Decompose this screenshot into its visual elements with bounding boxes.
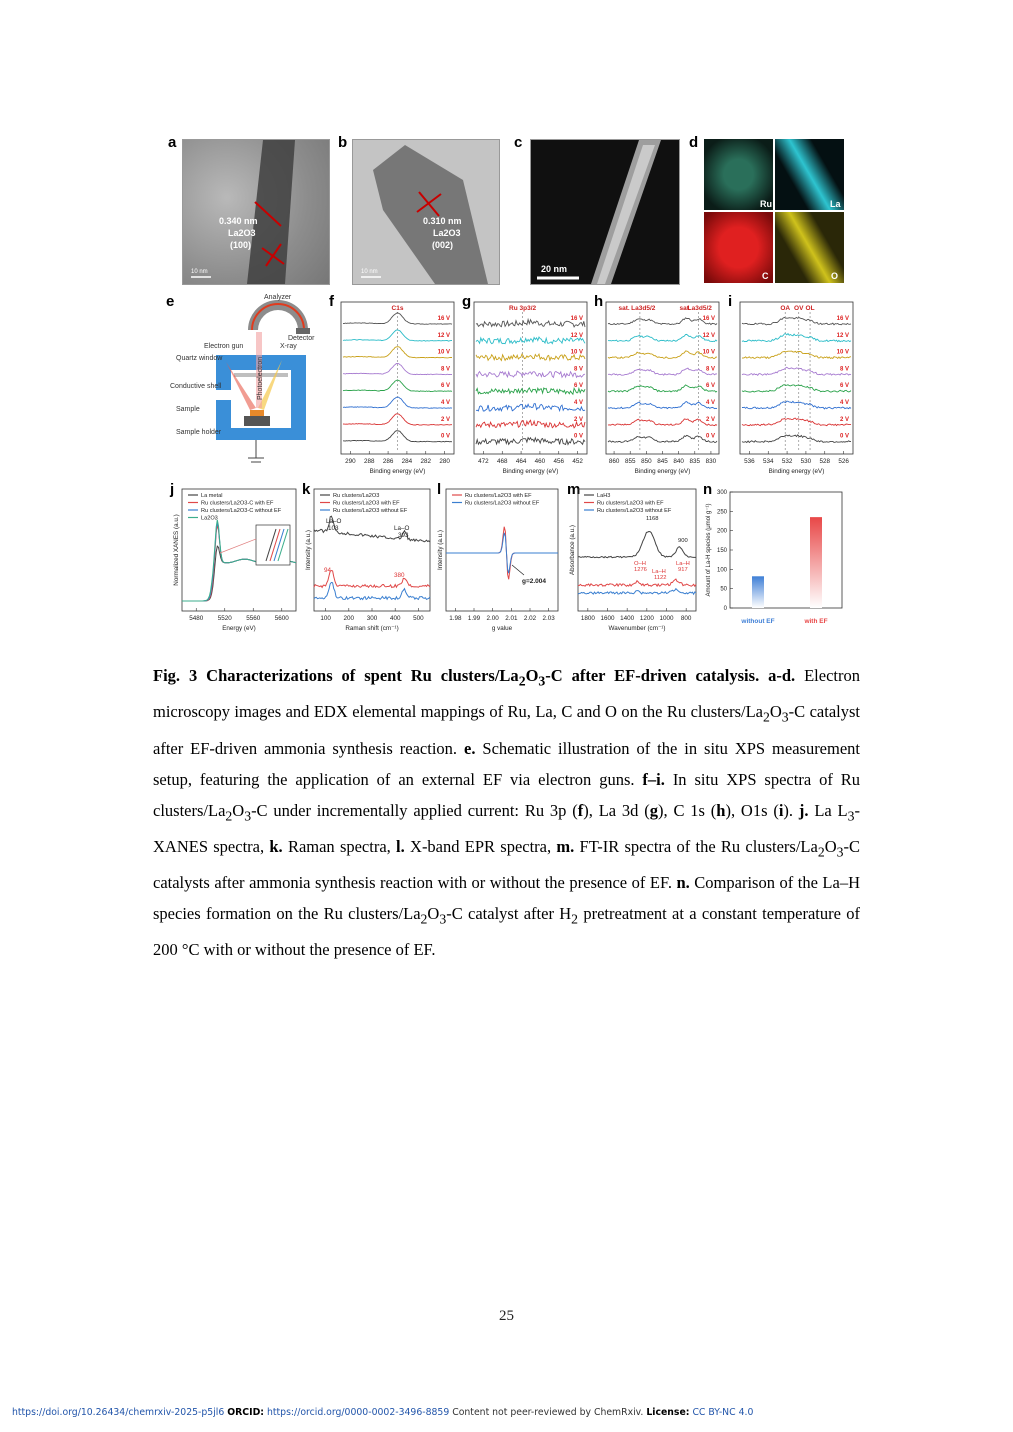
label-quartz-window: Quartz window xyxy=(176,355,223,362)
xps-g-voltage-label: 0 V xyxy=(573,433,583,440)
xps-h-frame xyxy=(606,302,719,454)
xps-f-series-6 xyxy=(343,414,452,425)
epr-xtick-label: 2.02 xyxy=(523,615,537,622)
label-detector: Detector xyxy=(288,335,315,342)
ftir-xtick-label: 1800 xyxy=(580,615,595,622)
bar-category-label: with EF xyxy=(804,618,828,625)
xps-g-annotation: Ru 3p3/2 xyxy=(509,305,537,312)
ftir-annotation: La–H xyxy=(676,561,690,567)
xps-i-series-6 xyxy=(742,418,851,426)
xps-g-voltage-label: 10 V xyxy=(570,349,583,356)
xanes-xtick-label: 5480 xyxy=(189,615,204,622)
plane-a: (100) xyxy=(230,240,252,250)
xps-h-series-6 xyxy=(608,416,717,426)
panel-label-l: l xyxy=(437,481,442,498)
panel-label-h: h xyxy=(594,293,604,310)
raman-legend-label: Ru clusters/La2O3 with EF xyxy=(333,500,400,507)
ftir-ylabel: Absorbance (a.u.) xyxy=(569,524,576,576)
panel-label-e: e xyxy=(166,293,175,310)
raman-series-2 xyxy=(314,582,430,599)
xanes-xtick-label: 5560 xyxy=(246,615,261,622)
ftir-annotation: 1276 xyxy=(634,567,647,573)
xanes-xlabel: Energy (eV) xyxy=(222,625,256,632)
xps-g-xtick-label: 452 xyxy=(572,458,583,465)
raman-legend-label: Ru clusters/La2O3 xyxy=(333,493,380,499)
ftir-xtick-label: 1000 xyxy=(659,615,674,622)
xps-h-annotation: sat. xyxy=(679,305,691,312)
xps-i-annotation: OV xyxy=(794,305,804,312)
xps-g-voltage-label: 8 V xyxy=(573,366,583,373)
bar-without-ef xyxy=(752,576,764,608)
compound-a: La2O3 xyxy=(228,228,256,238)
xps-h-series-1 xyxy=(608,334,717,341)
xps-h-xtick-label: 840 xyxy=(673,458,684,465)
d-spacing-b: 0.310 nm xyxy=(423,216,462,226)
bar-frame xyxy=(730,492,842,608)
bar-with-ef xyxy=(810,517,822,608)
raman-xtick-label: 400 xyxy=(389,615,401,622)
xps-h-xtick-label: 855 xyxy=(624,458,636,465)
xps-h-series-2 xyxy=(608,351,717,358)
label-electron-gun: Electron gun xyxy=(204,343,244,350)
bar-ytick-label: 0 xyxy=(723,606,727,612)
xps-h-series-4 xyxy=(608,385,717,392)
epr-ylabel: Intensity (a.u.) xyxy=(437,530,444,570)
page-footer xyxy=(12,1407,753,1418)
haadf-image-c xyxy=(530,139,680,285)
epr-plot xyxy=(432,486,566,638)
xps-g-voltage-label: 2 V xyxy=(573,416,583,423)
xps-f-voltage-label: 12 V xyxy=(437,332,450,339)
xps-f-annotation: C1s xyxy=(391,305,404,312)
xps-i-annotation: OL xyxy=(805,305,815,312)
xps-i-xtick-label: 534 xyxy=(762,458,774,465)
xps-i-voltage-label: 12 V xyxy=(836,332,849,339)
xps-f-series-0 xyxy=(343,313,452,325)
xps-g-xtick-label: 468 xyxy=(496,458,508,465)
xanes-xtick-label: 5520 xyxy=(217,615,232,622)
xanes-legend-label: La metal xyxy=(201,493,223,499)
ftir-annotation: 900 xyxy=(678,538,688,544)
bar-ytick-label: 150 xyxy=(716,548,727,554)
xps-g-series-3 xyxy=(476,371,585,377)
xps-i-xtick-label: 530 xyxy=(800,458,812,465)
bar-ytick-label: 300 xyxy=(716,490,727,496)
ftir-series-1 xyxy=(578,579,696,586)
tem-image-b xyxy=(352,139,500,285)
xps-f-series-1 xyxy=(343,330,452,341)
ftir-annotation: 917 xyxy=(678,567,688,573)
xps-f-xtick-label: 284 xyxy=(401,458,413,465)
xps-f-voltage-label: 2 V xyxy=(440,416,450,423)
xanes-legend-label: La2O3 xyxy=(201,515,218,522)
ftir-xtick-label: 1400 xyxy=(620,615,635,622)
panel-label-a: a xyxy=(168,134,177,151)
xps-h-voltage-label: 16 V xyxy=(702,316,715,322)
xps-h-series-5 xyxy=(608,402,717,409)
xps-g-xtick-label: 460 xyxy=(534,458,546,465)
xps-i-voltage-label: 8 V xyxy=(839,366,849,373)
raman-xtick-label: 100 xyxy=(320,615,331,622)
xps-h-xtick-label: 835 xyxy=(689,458,701,465)
xps-h-annotation: sat. xyxy=(618,305,630,312)
epr-xtick-label: 2.00 xyxy=(486,615,499,622)
epr-xtick-label: 2.01 xyxy=(505,615,518,622)
scalebar-a: 10 nm xyxy=(191,269,208,275)
xps-g-voltage-label: 16 V xyxy=(570,316,583,322)
plane-b: (002) xyxy=(432,240,454,250)
ftir-xlabel: Wavenumber (cm⁻¹) xyxy=(608,625,666,632)
epr-xtick-label: 2.03 xyxy=(542,615,555,622)
panel-label-f: f xyxy=(329,293,334,310)
panel-label-i: i xyxy=(728,293,733,310)
xps-i-xtick-label: 532 xyxy=(781,458,793,465)
xps-f-xtick-label: 286 xyxy=(382,458,394,465)
raman-ylabel: Intensity (a.u.) xyxy=(305,530,312,570)
xps-i-xtick-label: 526 xyxy=(838,458,849,465)
raman-annotation: 393 xyxy=(398,532,409,539)
epr-frame xyxy=(446,489,558,611)
xps-plot-la3d xyxy=(598,298,725,476)
edx-label-o: O xyxy=(831,271,839,281)
panel-label-n: n xyxy=(703,481,713,498)
xps-h-series-0 xyxy=(608,318,717,325)
xps-i-voltage-label: 4 V xyxy=(839,400,849,406)
xps-g-series-0 xyxy=(476,320,585,328)
ftir-annotation: 1168 xyxy=(646,516,659,522)
ftir-legend-label: Ru clusters/La2O3 without EF xyxy=(597,508,672,514)
epr-xlabel: g value xyxy=(491,625,513,632)
raman-xtick-label: 500 xyxy=(413,615,424,622)
ftir-annotation: La–H xyxy=(652,569,666,575)
xps-g-xtick-label: 472 xyxy=(478,458,489,465)
xps-schematic-e xyxy=(166,290,324,468)
ftir-series-2 xyxy=(578,589,696,595)
edx-label-c: C xyxy=(762,271,769,281)
ftir-legend-label: LaH3 xyxy=(597,493,611,499)
xps-i-series-7 xyxy=(742,435,851,443)
xps-f-xtick-label: 288 xyxy=(363,458,375,465)
xps-g-xtick-label: 464 xyxy=(515,458,527,465)
scalebar-b: 10 nm xyxy=(361,269,378,275)
label-photoelectron: Photoelectron xyxy=(257,356,264,400)
xps-h-voltage-label: 2 V xyxy=(705,416,715,423)
xps-i-voltage-label: 6 V xyxy=(839,383,849,390)
xps-g-xlabel: Binding energy (eV) xyxy=(502,468,559,475)
bar-ytick-label: 200 xyxy=(716,528,727,535)
xps-h-voltage-label: 4 V xyxy=(705,400,715,406)
label-conductive-shell: Conductive shell xyxy=(170,383,222,390)
xps-i-annotation: OA xyxy=(780,305,791,312)
xps-h-voltage-label: 10 V xyxy=(702,349,715,356)
xanes-xtick-label: 5600 xyxy=(274,615,289,622)
panel-label-j: j xyxy=(170,481,175,498)
raman-xtick-label: 200 xyxy=(343,615,355,622)
xps-h-xtick-label: 860 xyxy=(608,458,620,465)
xps-g-series-6 xyxy=(476,420,585,428)
epr-legend-label: Ru clusters/La2O3 without EF xyxy=(465,500,540,507)
ftir-legend-label: Ru clusters/La2O3 with EF xyxy=(597,500,664,507)
figure-caption: Fig. 3 Characterizations of spent Ru clusters/$La_2O_3-C$ after EF-driven catalysis. a-d. Electron microscopy images and EDX elemental mappings of Ru, La, C and O on the Ru clusters/$La_2O_3-C$ catalyst after EF-driven ammonia synthesis reaction. e. Schematic illustration of the in situ XPS measurement setup, featuring the application of an external EF via electron guns. f–i. In situ XPS spectra of Ru clusters/$La_2O_3-C$ under incrementally applied current: Ru 3p (f), La 3d (g), C 1s (h), O1s (i). j. La $L_3$-XANES spectra, k. Raman spectra, l. X-band EPR spectra, m. FT-IR spectra of the Ru clusters/$La_2O_3-C$ catalysts after ammonia synthesis reaction with or without the presence of EF. n. Comparison of the La–H species formation on the Ru clusters/$La_2O_3-C$ catalyst after $H_2$ pretreatment at a constant temperature of 200 °C with or without the presence of EF. xyxy=(153,666,861,960)
xps-g-xtick-label: 456 xyxy=(553,458,565,465)
ftir-xtick-label: 1600 xyxy=(600,615,615,622)
xps-h-series-7 xyxy=(608,435,717,442)
xanes-legend-label: Ru clusters/La2O3-C with EF xyxy=(201,500,274,507)
xps-g-series-5 xyxy=(476,404,585,411)
ftir-annotation: 1122 xyxy=(654,575,667,581)
label-xray: X-ray xyxy=(280,343,297,350)
raman-annotation: 94 xyxy=(324,567,332,574)
license-label: License: xyxy=(646,1407,690,1418)
xanes-legend-label: Ru clusters/La2O3-C without EF xyxy=(201,508,282,514)
epr-xtick-label: 1.99 xyxy=(467,615,481,622)
bar-ytick-label: 50 xyxy=(720,586,727,593)
xps-plot-c1s xyxy=(333,298,460,476)
xps-i-voltage-label: 2 V xyxy=(839,416,849,423)
xps-h-voltage-label: 12 V xyxy=(702,332,715,339)
xps-g-series-1 xyxy=(476,337,585,344)
raman-series-1 xyxy=(314,571,430,588)
xps-f-voltage-label: 6 V xyxy=(440,383,450,390)
ftir-annotation: O–H xyxy=(634,561,646,567)
xps-i-series-3 xyxy=(742,367,851,375)
xps-i-frame xyxy=(740,302,853,454)
xps-f-voltage-label: 16 V xyxy=(437,316,450,322)
xps-f-xtick-label: 282 xyxy=(420,458,432,465)
d-spacing-a: 0.340 nm xyxy=(219,216,258,226)
xps-g-voltage-label: 6 V xyxy=(573,383,583,390)
xps-i-xtick-label: 528 xyxy=(819,458,831,465)
panel-label-c: c xyxy=(514,134,523,151)
bar-category-label: without EF xyxy=(741,618,775,625)
xps-i-series-5 xyxy=(742,401,851,409)
raman-annotation: La–O xyxy=(326,518,342,525)
edx-maps-d xyxy=(704,139,844,283)
xps-g-voltage-label: 12 V xyxy=(570,332,583,339)
ftir-series-0 xyxy=(578,532,696,558)
raman-annotation: 380 xyxy=(394,572,405,579)
xps-h-xlabel: Binding energy (eV) xyxy=(634,468,691,475)
xps-f-series-5 xyxy=(343,397,452,408)
xanes-ylabel: Normalized XANES (a.u.) xyxy=(173,514,180,586)
epr-series-1 xyxy=(446,533,558,573)
panel-label-m: m xyxy=(567,481,581,498)
xps-h-xtick-label: 850 xyxy=(641,458,652,465)
xps-i-series-1 xyxy=(742,334,851,342)
xps-h-voltage-label: 6 V xyxy=(705,383,715,390)
panel-label-d: d xyxy=(689,134,699,151)
xps-f-voltage-label: 4 V xyxy=(440,400,450,406)
page-number: 25 xyxy=(499,1308,514,1324)
raman-xtick-label: 300 xyxy=(366,615,378,622)
raman-xlabel: Raman shift (cm⁻¹) xyxy=(345,625,399,632)
epr-legend-label: Ru clusters/La2O3 with EF xyxy=(465,493,532,499)
compound-b: La2O3 xyxy=(433,228,461,238)
xps-g-series-4 xyxy=(476,388,585,394)
xps-f-xtick-label: 280 xyxy=(439,458,450,465)
raman-annotation: La–O xyxy=(394,525,410,532)
edx-label-la: La xyxy=(830,199,841,209)
raman-annotation: 103 xyxy=(328,525,339,532)
bar-ylabel: Amount of La-H species (μmol g⁻¹) xyxy=(706,503,712,597)
la-h-bar-chart xyxy=(700,486,848,638)
xps-h-annotation: La3d5/2 xyxy=(687,305,712,312)
label-sample: Sample xyxy=(176,406,200,413)
xps-i-xtick-label: 536 xyxy=(744,458,755,465)
xps-h-voltage-label: 8 V xyxy=(705,366,715,373)
raman-plot xyxy=(300,486,436,638)
label-analyzer: Analyzer xyxy=(264,294,292,301)
xps-h-annotation: La3d5/2 xyxy=(631,305,656,312)
xps-h-voltage-label: 0 V xyxy=(705,433,715,440)
peer-review-note: Content not peer-reviewed by ChemRxiv. xyxy=(452,1407,644,1418)
xps-f-xtick-label: 290 xyxy=(345,458,356,465)
scalebar-c: 20 nm xyxy=(541,264,568,274)
panel-label-k: k xyxy=(302,481,311,498)
xps-plot-ru3p xyxy=(466,298,593,476)
raman-legend-label: Ru clusters/La2O3 without EF xyxy=(333,508,408,514)
edx-label-ru: Ru xyxy=(760,199,772,209)
xanes-inset-pointer xyxy=(220,539,256,553)
epr-pointer xyxy=(512,565,524,575)
epr-annotation: g=2.004 xyxy=(522,578,547,585)
ftir-xtick-label: 800 xyxy=(680,615,692,622)
xanes-plot xyxy=(168,486,303,638)
bar-ytick-label: 250 xyxy=(716,509,727,516)
xps-i-xlabel: Binding energy (eV) xyxy=(768,468,825,475)
xanes-inset-frame xyxy=(256,525,290,565)
doi-link[interactable]: https://doi.org/10.26434/chemrxiv-2025-p5jl6 xyxy=(12,1407,225,1418)
panel-label-b: b xyxy=(338,134,348,151)
xps-f-voltage-label: 8 V xyxy=(440,366,450,373)
bar-ytick-label: 100 xyxy=(716,567,727,574)
xps-h-xtick-label: 830 xyxy=(705,458,717,465)
xps-g-series-2 xyxy=(476,354,585,360)
xps-i-voltage-label: 16 V xyxy=(836,316,849,322)
panel-label-g: g xyxy=(462,293,472,310)
xps-i-series-0 xyxy=(742,317,851,325)
xps-plot-o1s xyxy=(732,298,859,476)
xps-f-voltage-label: 0 V xyxy=(440,433,450,440)
orcid-link[interactable]: https://orcid.org/0000-0002-3496-8859 xyxy=(267,1407,450,1418)
xps-h-series-3 xyxy=(608,368,717,375)
ftir-xtick-label: 1200 xyxy=(639,615,654,622)
xps-f-voltage-label: 10 V xyxy=(437,349,450,356)
license-link[interactable]: CC BY-NC 4.0 xyxy=(692,1407,754,1418)
xps-g-voltage-label: 4 V xyxy=(573,400,583,406)
xps-i-series-2 xyxy=(742,351,851,358)
tem-image-a xyxy=(182,139,330,285)
xps-i-voltage-label: 0 V xyxy=(839,433,849,440)
ftir-plot xyxy=(564,486,702,638)
epr-xtick-label: 1.98 xyxy=(449,615,462,622)
xps-i-series-4 xyxy=(742,385,851,392)
xps-h-xtick-label: 845 xyxy=(657,458,668,465)
orcid-label: ORCID: xyxy=(227,1407,265,1418)
label-sample-holder: Sample holder xyxy=(176,429,222,436)
xps-g-series-7 xyxy=(476,438,585,445)
xps-i-voltage-label: 10 V xyxy=(836,349,849,356)
xps-f-xlabel: Binding energy (eV) xyxy=(369,468,426,475)
